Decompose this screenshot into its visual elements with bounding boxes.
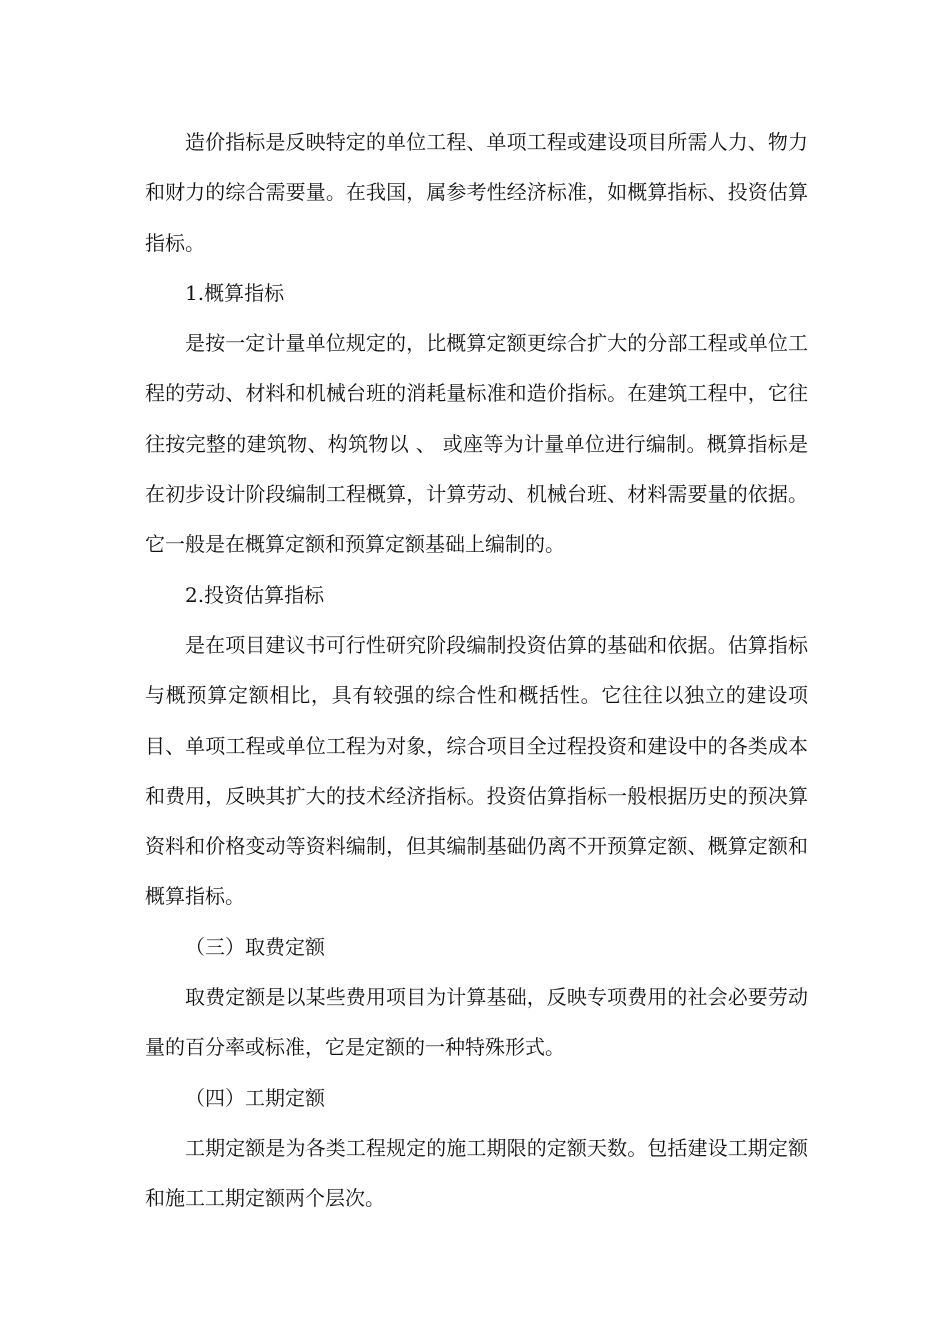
paragraph-duration-quota: 工期定额是为各类工程规定的施工期限的定额天数。包括建设工期定额和施工工期定额两个层次。 — [145, 1135, 808, 1211]
paragraph-fee-quota: 取费定额是以某些费用项目为计算基础，反映专项费用的社会必要劳动量的百分率或标准，它是定额的一种特殊形式。 — [145, 985, 808, 1060]
heading-investment-estimate-index: 2.投资估算指标 — [185, 582, 325, 607]
paragraph-investment-estimate-index: 是在项目建议书可行性研究阶段编制投资估算的基础和依据。估算指标与概预算定额相比，具有较强的综合性和概括性。它往往以独立的建设项目、单项工程或单位工程为对象，综合项目全过程投资和建设中的各类成本和费用，反映其扩大的技术经济指标。投资估算指标一般根据历史的预决算资料和价格变动等资料编制，但其编制基础仍离不开预算定额、概算定额和概算指标。 — [145, 632, 808, 909]
heading-budget-index: 1.概算指标 — [185, 280, 285, 305]
heading-duration-quota: （四）工期定额 — [185, 1085, 325, 1110]
document-body — [145, 117, 808, 1224]
paragraph-budget-index: 是按一定计量单位规定的，比概算定额更综合扩大的分部工程或单位工程的劳动、材料和机械台班的消耗量标准和造价指标。在建筑工程中，它往往按完整的建筑物、构筑物以 、 或座等为计量单位进行编制。概算指标是在初步设计阶段编制工程概算，计算劳动、机械台班、材料需要量的依据。它一般是在概算定额和预算定额基础上编制的。 — [145, 331, 808, 557]
heading-fee-quota: （三）取费定额 — [185, 934, 325, 959]
paragraph-cost-index: 造价指标是反映特定的单位工程、单项工程或建设项目所需人力、物力和财力的综合需要量。在我国，属参考性经济标准，如概算指标、投资估算指标。 — [145, 130, 808, 255]
